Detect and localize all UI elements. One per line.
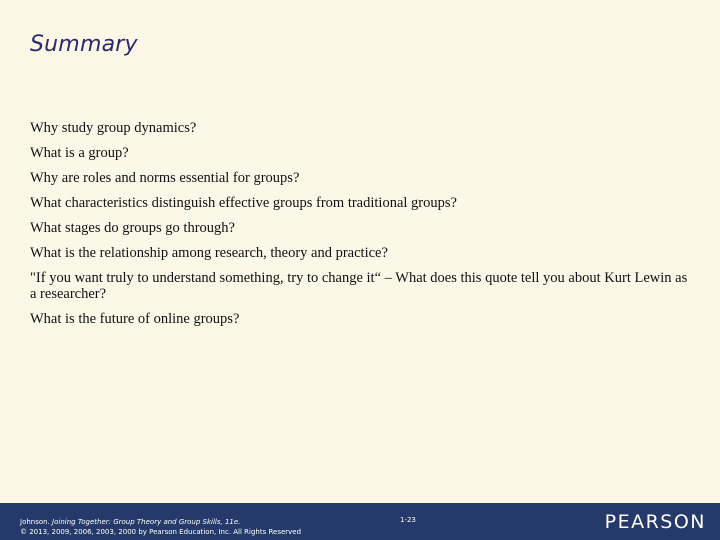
footer-author: Johnson. xyxy=(20,518,50,526)
bullet-item: What is the future of online groups? xyxy=(30,311,240,327)
page-number: 1-23 xyxy=(400,516,416,524)
bullet-item: What stages do groups go through? xyxy=(30,220,235,236)
bullet-item: What characteristics distinguish effective groups from traditional groups? xyxy=(30,195,457,211)
footer-citation xyxy=(20,517,360,537)
footer-book-title: Joining Together: Group Theory and Group Skills, 11e. xyxy=(52,518,241,526)
slide-title: Summary xyxy=(30,32,138,57)
bullet-item: What is a group? xyxy=(30,145,129,161)
bullet-item: What is the relationship among research, theory and practice? xyxy=(30,245,388,261)
footer-copyright: © 2013, 2009, 2006, 2003, 2000 by Pearson Education, Inc. All Rights Reserved xyxy=(20,528,302,536)
pearson-logo: PEARSON xyxy=(604,511,706,533)
bullet-list xyxy=(30,120,690,336)
bullet-item: Why are roles and norms essential for groups? xyxy=(30,170,300,186)
footer-bar xyxy=(0,503,720,540)
bullet-item: Why study group dynamics? xyxy=(30,120,197,136)
bullet-item: "If you want truly to understand something, try to change it“ – What does this quote tell you about Kurt Lewin as a researcher? xyxy=(30,270,688,302)
